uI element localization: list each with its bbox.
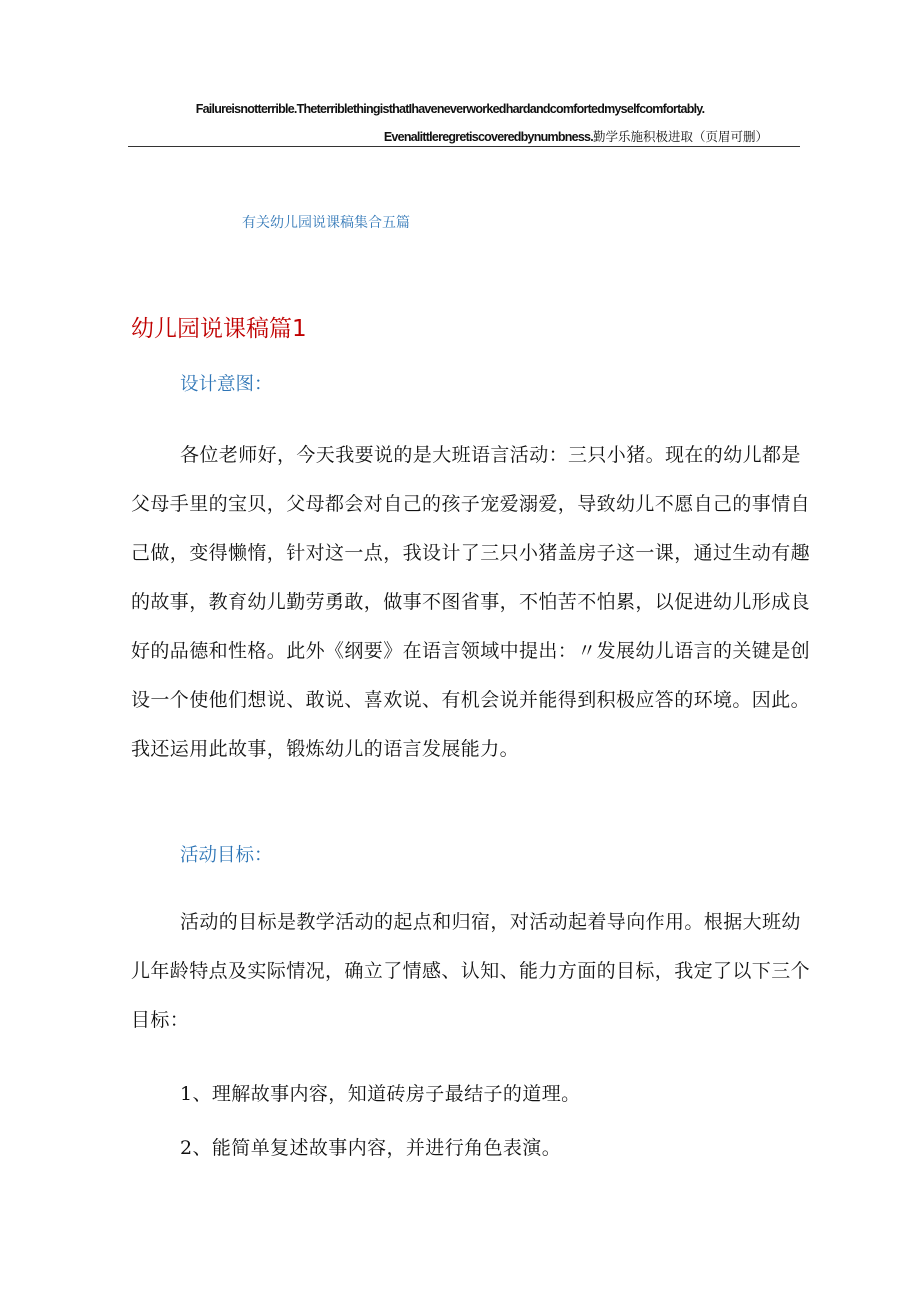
header-motto: 勤学乐施积极进取（页眉可删） [592,129,768,144]
design-intent-heading: 设计意图： [180,374,273,395]
header-quote-line2 [130,127,768,145]
goal-list-item: 2、能简单复述故事内容，并进行角色表演。 [180,1137,562,1159]
header-quote-line2-en: Evenalittleregretiscoveredbynumbness. [383,130,593,144]
activity-goals-paragraph: 活动的目标是教学活动的起点和归宿，对活动起着导向作用。根据大班幼儿年龄特点及实际情况，确立了情感、认知、能力方面的目标，我定了以下三个目标： [131,911,811,1031]
activity-goals-heading: 活动目标： [180,845,273,866]
document-title: 有关幼儿园说课稿集合五篇 [242,215,410,231]
header-quote-line1: Failureisnotterrible.TheterriblethingisthatIhaveneverworkedhardandcomfortedmyselfcomfortably. [195,102,705,116]
section-heading: 幼儿园说课稿篇1 [131,316,307,342]
goal-list-item: 1、理解故事内容，知道砖房子最结子的道理。 [180,1083,581,1105]
design-intent-paragraph: 各位老师好，今天我要说的是大班语言活动：三只小猪。现在的幼儿都是父母手里的宝贝，父母都会对自己的孩子宠爱溺爱，导致幼儿不愿自己的事情自己做，变得懒惰，针对这一点，我设计了三只小猪盖房子这一课，通过生动有趣的故事，教育幼儿勤劳勇敢，做事不图省事，不怕苦不怕累，以促进幼儿形成良好的品德和性格。此外《纲要》在语言领域中提出：〃发展幼儿语言的关键是创设一个使他们想说、敢说、喜欢说、有机会说并能得到积极应答的环境。因此。我还运用此故事，锻炼幼儿的语言发展能力。 [131,444,811,760]
header-divider [128,146,800,147]
